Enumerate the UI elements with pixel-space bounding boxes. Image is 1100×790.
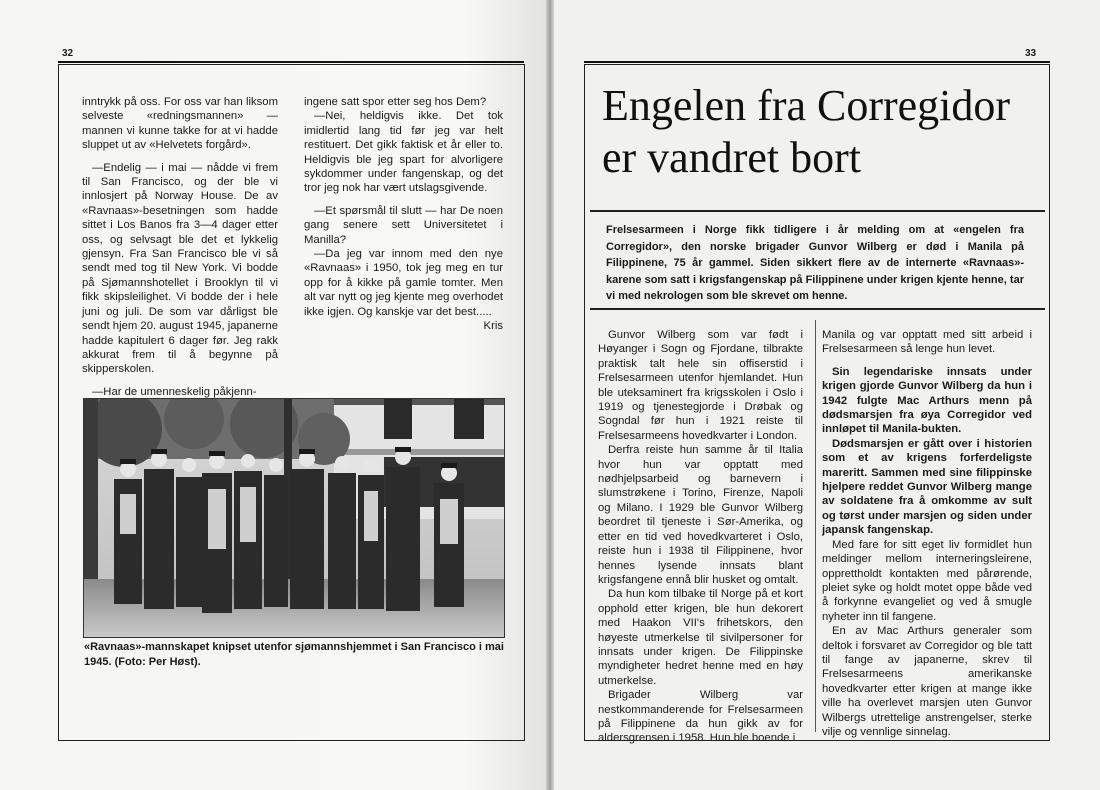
paragraph: ingene satt spor etter seg hos Dem?: [304, 96, 487, 108]
column-divider: [815, 320, 816, 732]
paragraph: —Har de umenneskelig påkjenn-: [92, 385, 257, 398]
paragraph: Derfra reiste hun samme år til Italia hvor hun var opptatt med nødhjelpsarbeid og barnevern i slumstrøkene i Torino, Firenze, Napoli og Milano. I 1929 ble Gunvor Wilberg beordret til tjeneste i Sør-Amerika, og etter en tid ved hovedkvarteret i Oslo, reiste hun i 1938 til Filippinene, hvor hennes lysende innsats blant krigsfangene ennå blir husket og omtalt.: [598, 444, 803, 586]
article-column-2: [304, 95, 503, 334]
paragraph: Med fare for sitt eget liv formidlet hun meldinger mellom interneringsleirene, opprettholdt kontakten med pårørende, pleiet syke og holdt motet oppe både ved å forkynne evangeliet og ved å smugle nyheter inn til fangene.: [822, 538, 1032, 623]
article-column-1: [598, 328, 803, 746]
photo-caption: «Ravnaas»-mannskapet knipset utenfor sjømannshjemmet i San Francisco i mai 1945. (Foto: Per Høst).: [84, 641, 504, 668]
article-title: Engelen fra Corregidor er vandret bort: [602, 81, 1011, 182]
header-rule: [584, 61, 1050, 63]
page-number: 32: [62, 48, 74, 59]
paragraph: Brigader Wilberg var nestkommanderende for Frelsesarmeen på Filippinene da hun gikk av for aldersgrensen i 1958. Hun ble boende i: [598, 689, 803, 745]
article-intro: Frelsesarmeen i Norge fikk tidligere i år melding om at «engelen fra Corregidor», den norske brigader Gunvor Wilberg er død i Manila på Filippinene, 75 år gammel. Siden sikkert flere av de internerte «Ravnaas»-karene som satt i krigsfangenskap på Filippinene under krigen kjente henne, tar vi med nekrologen som ble skrevet om henne.: [606, 224, 1024, 303]
paragraph: Da hun kom tilbake til Norge på et kort opphold etter krigen, ble hun dekorert med Haakon VII's frihetskors, den høyeste utmerkelse til sivilpersoner for innsats under krigen. De Filippinske myndigheter hedret henne med en høy utmerkelse.: [598, 588, 803, 687]
article-column-2: [822, 328, 1032, 739]
crew-photo: [83, 398, 505, 638]
paragraph: —Da jeg var innom med den nye «Ravnaas» i 1950, tok jeg meg en tur opp for å kikke på gamle tomter. Men alt var nytt og jeg kjente meg overhodet ikke igjen. Og kanskje var det best.....: [304, 248, 503, 318]
page-gutter: [546, 0, 554, 790]
paragraph: —Nei, heldigvis ikke. Det tok imidlertid lang tid før jeg var helt restituert. Det gikk faktisk et år eller to. Heldigvis ble jeg spart for alvorligere sykdommer under fangenskap, og det tror jeg nok har vært utslagsgivende.: [304, 110, 503, 195]
header-rule: [58, 61, 524, 63]
paragraph: —Endelig — i mai — nådde vi frem til San Francisco, og der ble vi innlosjert på Norway House. De av «Ravnaas»-besetningen som hadde sittet i Los Banos fra 3—4 dager etter oss, og selvsagt ble det et lykkelig gjensyn. Fra San Francisco ble vi så sendt med tog til New York. Vi bodde på Sjømannshotellet i Brooklyn til vi fikk skipsleilighet. Vi bodde der i hele juni og juli. De som var dårligst ble sendt hjem 20. august 1945, japanerne hadde kapitulert 6 dager før. Jeg rakk akkurat frem til å begynne på skipperskolen.: [82, 161, 278, 376]
paragraph: En av Mac Arthurs generaler som deltok i forsvaret av Corregidor og ble tatt til fange av japanerne, skrev til Frelsesarmeens amerikanske hovedkvarter etter krigen at mange ikke ville ha overlevet marsjen uten Gunvor Wilbergs utrettelige anstrengelser, sterke vilje og vennlige sinnelag.: [822, 625, 1032, 738]
paragraph: Sin legendariske innsats under krigen gjorde Gunvor Wilberg da hun i 1942 fulgte Mac Arthurs menn på dødsmarsjen fra øya Corregidor ved innløpet til Manila-bukten.: [822, 365, 1032, 436]
article-column-1: [82, 95, 278, 399]
paragraph: Manila og var opptatt med sitt arbeid i Frelsesarmeen så lenge hun levet.: [822, 329, 1032, 356]
article-intro-box: [590, 210, 1045, 310]
paragraph: Dødsmarsjen er gått over i historien som et av krigens forferdeligste mareritt. Sammen med sine filippinske hjelpere reddet Gunvor Wilberg mange av soldatene fra å omkomme av sult og tørst under marsjen og siden under japansk fangenskap.: [822, 437, 1032, 537]
author-signature: Kris: [483, 320, 503, 333]
paragraph: inntrykk på oss. For oss var han liksom selveste «redningsmannen» — mannen vi kunne takke for at vi hadde sluppet ut av «Helvetets forgård».: [82, 96, 278, 152]
paragraph: Gunvor Wilberg som var født i Høyanger i Sogn og Fjordane, tilbrakte praktisk talt hele sin offiserstid i Frelsesarmeen utenfor hjemlandet. Hun ble uteksaminert fra krigsskolen i Oslo i 1919 og tjenestegjorde i Drøbak og Sogndal før hun i 1921 reiste til Frelsesarmeens hovedkvarter i London.: [598, 329, 803, 442]
paragraph: —Et spørsmål til slutt — har De noen gang senere sett Universitetet i Manilla?: [304, 204, 503, 246]
left-page: [0, 0, 548, 790]
page-number: 33: [1025, 48, 1037, 59]
